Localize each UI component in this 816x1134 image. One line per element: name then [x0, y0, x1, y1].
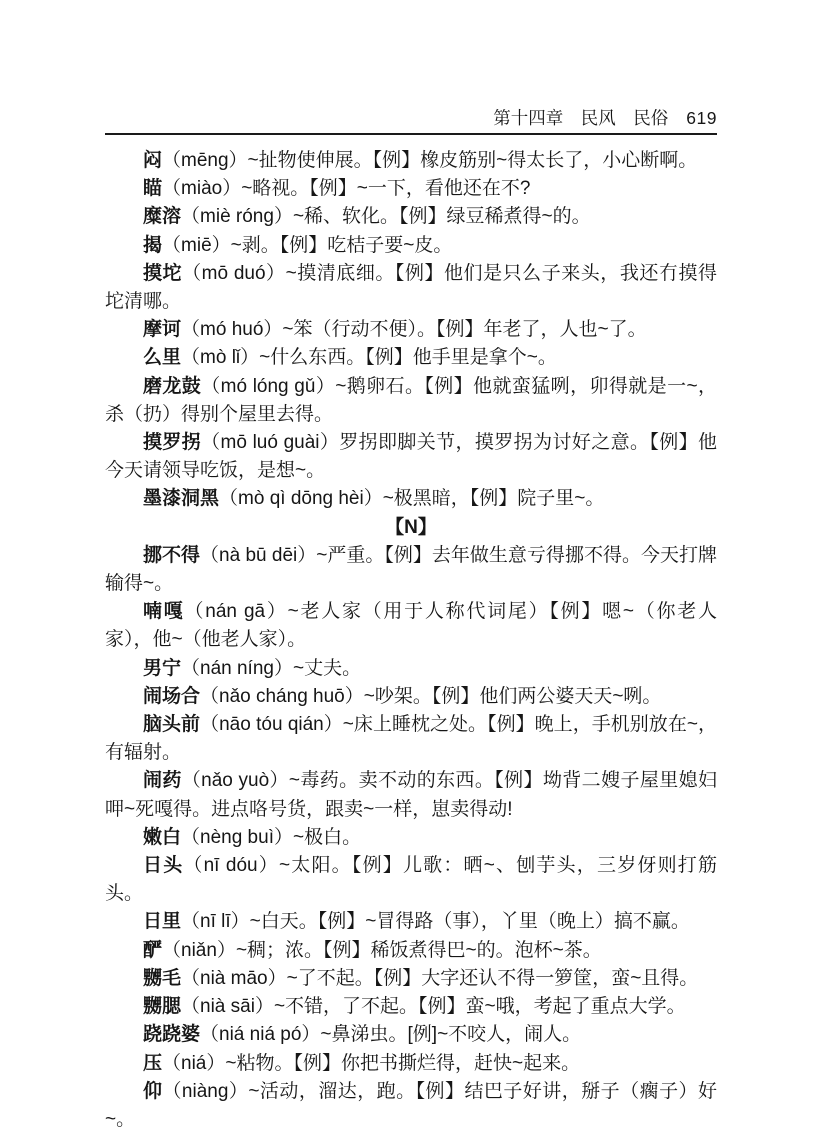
dictionary-entry — [105, 316, 717, 344]
entry-headword: 酽 — [143, 939, 163, 961]
entry-headword: 嫩白 — [143, 826, 182, 848]
dictionary-entry — [105, 767, 717, 823]
dictionary-entry — [105, 147, 717, 175]
entry-headword: 磨龙鼓 — [143, 375, 202, 397]
entry-body: （nán níng）~丈夫。 — [181, 657, 362, 679]
entry-headword: 男宁 — [143, 657, 182, 679]
entry-body: （nià sāi）~不错，了不起。【例】蛮~哦，考起了重点大学。 — [181, 996, 686, 1018]
dictionary-entry — [105, 203, 717, 231]
dictionary-entry — [105, 1021, 717, 1049]
entry-body: （nǎo yuò）~毒药。卖不动的东西。【例】坳背二嫂子屋里媳妇呷~死嘎得。进点咯号货，跟卖~一样，崽卖得动! — [105, 770, 717, 820]
dictionary-entry — [105, 260, 717, 316]
dictionary-entry — [105, 965, 717, 993]
entry-body: （nà bū dēi）~严重。【例】去年做生意亏得挪不得。今天打牌输得~。 — [105, 544, 717, 595]
entry-headword: 揭 — [143, 234, 163, 256]
entry-body: （niá）~粘物。【例】你把书撕烂得，赶快~起来。 — [162, 1052, 581, 1074]
entry-body: （mēng）~扯物使伸展。【例】橡皮筋别~得太长了，小心断啊。 — [162, 150, 698, 171]
dictionary-entry — [105, 485, 717, 513]
entry-body: （nán gā）~老人家（用于人称代词尾）【例】嗯~（你老人家），他~（他老人家）。 — [105, 601, 717, 651]
entry-body: （nāo tóu qián）~床上睡枕之处。【例】晚上，手机别放在~，有辐射。 — [105, 714, 717, 764]
entry-headword: 摸罗拐 — [143, 432, 202, 454]
dictionary-entry — [105, 232, 717, 260]
dictionary-entry — [105, 373, 717, 429]
chapter-title: 第十四章 民风 民俗 — [493, 108, 669, 128]
section-divider: 【N】 — [385, 516, 437, 538]
entry-headword: 闷 — [143, 150, 163, 171]
dictionary-entry — [105, 908, 717, 936]
entry-list — [105, 147, 717, 1134]
dictionary-entry — [105, 175, 717, 203]
entry-headword: 跷跷婆 — [143, 1024, 201, 1046]
running-header — [105, 106, 717, 135]
entry-body: （miào）~略视。【例】~一下，看他还在不? — [162, 178, 531, 200]
entry-headword: 挪不得 — [143, 544, 201, 566]
dictionary-entry — [105, 655, 717, 683]
entry-headword: 瞄 — [143, 178, 163, 200]
entry-body: （mò lǐ）~什么东西。【例】他手里是拿个~。 — [181, 347, 557, 369]
entry-headword: 日头 — [143, 855, 184, 877]
dictionary-entry — [105, 1050, 717, 1078]
entry-body: （nǎo cháng huō）~吵架。【例】他们两公婆天天~咧。 — [200, 685, 662, 707]
entry-headword: 喃嘎 — [143, 601, 185, 623]
entry-body: （mó lóng gǔ）~鹅卵石。【例】他就蛮猛咧，卯得就是一~，杀（扔）得别个屋里去得。 — [105, 375, 717, 425]
entry-headword: 么里 — [143, 347, 182, 369]
entry-body: （nī dóu）~太阳。【例】儿歌：晒~、刨芋头，三岁伢则打筋头。 — [105, 855, 717, 905]
entry-body: （niǎn）~稠；浓。【例】稀饭煮得巴~的。泡杯~茶。 — [162, 939, 602, 961]
dictionary-entry — [105, 852, 717, 908]
entry-headword: 仰 — [143, 1080, 163, 1102]
entry-body: （nèng buì）~极白。 — [181, 826, 362, 848]
entry-body: （mò qì dōng hèi）~极黑暗，【例】院子里~。 — [219, 488, 605, 510]
dictionary-entry — [105, 711, 717, 767]
dictionary-entry — [105, 683, 717, 711]
entry-headword: 嬲毛 — [143, 967, 182, 989]
dictionary-entry — [105, 1078, 717, 1134]
entry-headword: 摸坨 — [143, 262, 183, 284]
dictionary-entry — [105, 824, 717, 852]
entry-body: （mó huó）~笨（行动不便）。【例】年老了，人也~了。 — [181, 319, 647, 341]
entry-body: （nià māo）~了不起。【例】大字还认不得一箩筐，蛮~且得。 — [181, 967, 699, 989]
entry-headword: 脑头前 — [143, 714, 201, 736]
entry-body: （niàng）~活动，溜达，跑。【例】结巴子好讲，掰子（瘸子）好~。 — [105, 1080, 717, 1130]
dictionary-entry — [105, 993, 717, 1021]
entry-headword: 摩诃 — [143, 319, 182, 341]
entry-body: （nī lī）~白天。【例】~冒得路（事），丫里（晚上）搞不赢。 — [181, 911, 690, 933]
dictionary-entry — [105, 429, 717, 485]
entry-headword: 墨漆洞黑 — [143, 488, 220, 510]
entry-headword: 闹场合 — [143, 685, 201, 707]
entry-body: （mō duó）~摸清底细。【例】他们是只么子来头，我还冇摸得坨清哪。 — [105, 262, 717, 313]
dictionary-entry — [105, 937, 717, 965]
page-number: 619 — [686, 108, 717, 128]
dictionary-entry — [105, 598, 717, 654]
entry-body: （niá niá pó）~鼻涕虫。[例]~不咬人，闹人。 — [200, 1024, 582, 1046]
entry-headword: 日里 — [143, 911, 182, 933]
dictionary-entry — [105, 344, 717, 372]
entry-body: （mō luó guài）罗拐即脚关节，摸罗拐为讨好之意。【例】他今天请领导吃饭，是想~。 — [105, 432, 717, 482]
entry-headword: 嬲腮 — [143, 996, 182, 1018]
entry-headword: 闹药 — [143, 770, 182, 792]
entry-body: （miè róng）~稀、软化。【例】绿豆稀煮得~的。 — [181, 206, 591, 228]
entry-headword: 压 — [143, 1052, 163, 1074]
entry-headword: 糜溶 — [143, 206, 182, 228]
dictionary-entry — [105, 542, 717, 598]
entry-body: （miē）~剥。【例】吃桔子要~皮。 — [162, 234, 453, 256]
